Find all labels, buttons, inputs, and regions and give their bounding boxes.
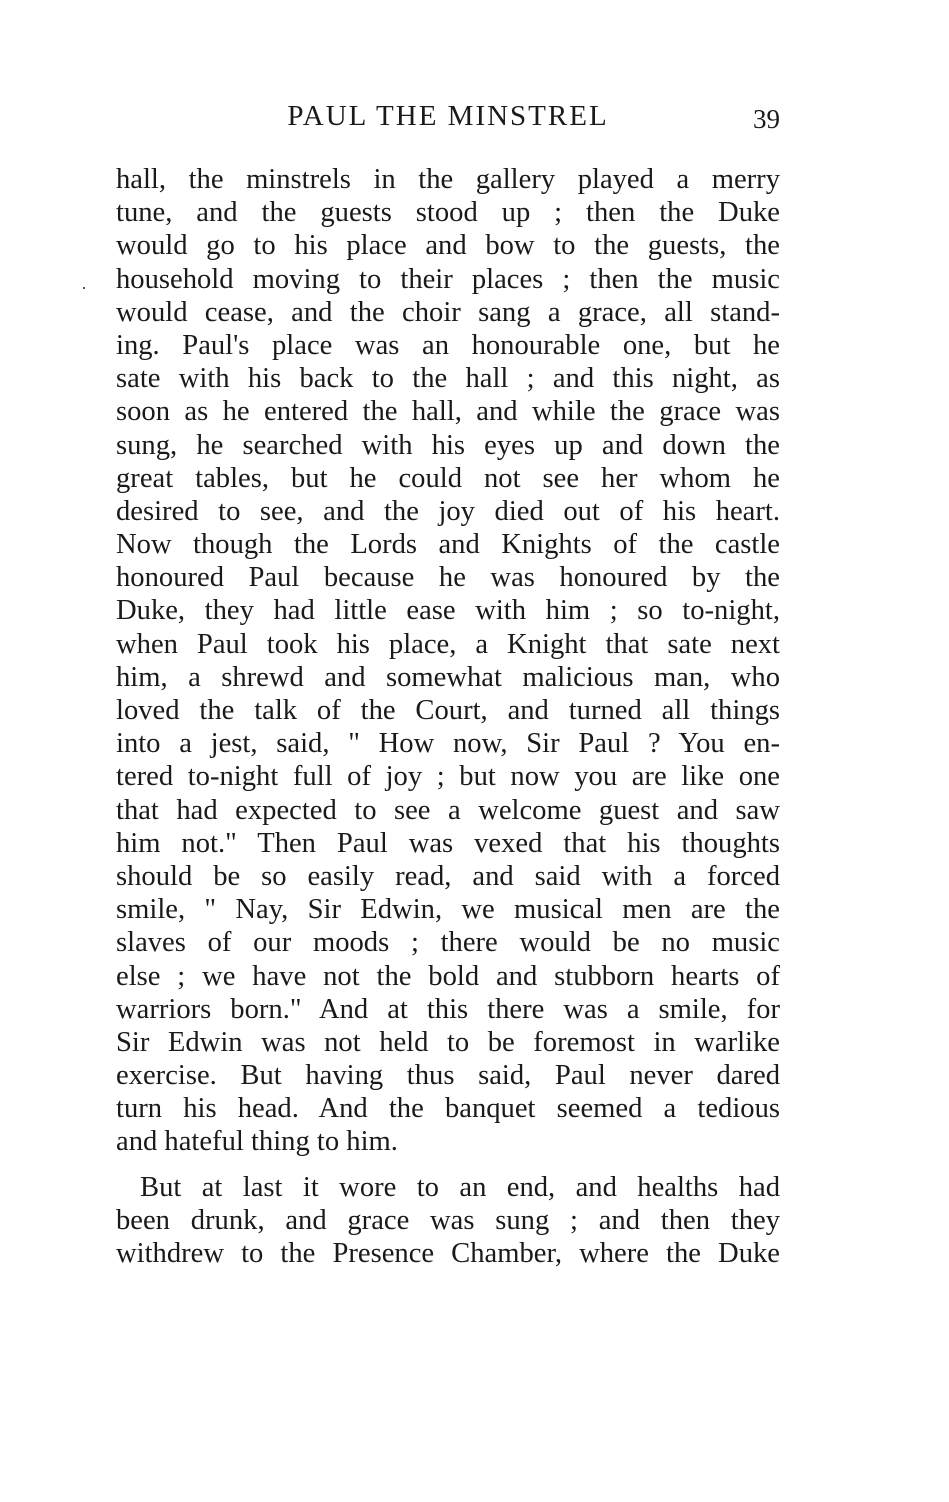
text-line: But at last it wore to an end, and healths had xyxy=(140,1171,780,1203)
text-line: turn his head. And the banquet seemed a tedious xyxy=(116,1093,780,1125)
text-line: desired to see, and the joy died out of his heart. xyxy=(116,495,780,527)
text-line: warriors born." And at this there was a smile, for xyxy=(116,993,780,1025)
text-line: been drunk, and grace was sung ; and then they xyxy=(116,1204,780,1236)
text-line: Duke, they had little ease with him ; so to-night, xyxy=(116,595,780,627)
text-line: into a jest, said, " How now, Sir Paul ? You en- xyxy=(116,728,780,760)
text-line: Now though the Lords and Knights of the castle xyxy=(116,529,780,561)
text-line: else ; we have not the bold and stubborn hearts of xyxy=(116,960,780,992)
paragraph-gap xyxy=(116,1159,780,1171)
text-line: great tables, but he could not see her whom he xyxy=(116,462,780,494)
text-line: smile, " Nay, Sir Edwin, we musical men are the xyxy=(116,894,780,926)
text-line: tune, and the guests stood up ; then the Duke xyxy=(116,197,780,229)
text-line: him, a shrewd and somewhat malicious man, who xyxy=(116,661,780,693)
text-line: Sir Edwin was not held to be foremost in warlike xyxy=(116,1026,780,1058)
page-number: 39 xyxy=(753,104,780,134)
running-head xyxy=(116,100,780,140)
text-line: would cease, and the choir sang a grace, all stand- xyxy=(116,296,780,328)
text-line: loved the talk of the Court, and turned all things xyxy=(116,695,780,726)
text-line: soon as he entered the hall, and while the grace was xyxy=(116,396,780,428)
paragraph xyxy=(116,163,780,1159)
running-title: PAUL THE MINSTREL xyxy=(287,100,609,132)
margin-speck xyxy=(83,287,85,289)
text-line: ing. Paul's place was an honourable one, but he xyxy=(116,329,780,361)
paragraph xyxy=(116,1171,780,1271)
text-line: honoured Paul because he was honoured by the xyxy=(116,562,780,594)
text-line: exercise. But having thus said, Paul never dared xyxy=(116,1060,780,1092)
text-line: him not." Then Paul was vexed that his thoughts xyxy=(116,827,780,859)
text-line: withdrew to the Presence Chamber, where the Duke xyxy=(116,1238,780,1269)
text-line: hall, the minstrels in the gallery played a merry xyxy=(116,164,780,195)
text-line: tered to-night full of joy ; but now you are like one xyxy=(116,761,780,793)
text-line: would go to his place and bow to the guests, the xyxy=(116,230,780,262)
text-line: should be so easily read, and said with a forced xyxy=(116,860,780,892)
text-line: and hateful thing to him. xyxy=(116,1126,398,1158)
text-line: when Paul took his place, a Knight that sate next xyxy=(116,628,780,660)
text-line: that had expected to see a welcome guest and saw xyxy=(116,794,780,826)
text-line: sate with his back to the hall ; and this night, as xyxy=(116,363,780,395)
text-line: sung, he searched with his eyes up and down the xyxy=(116,429,780,461)
text-line: slaves of our moods ; there would be no music xyxy=(116,927,780,959)
body-text xyxy=(116,163,780,1270)
text-line: household moving to their places ; then the music xyxy=(116,263,780,295)
